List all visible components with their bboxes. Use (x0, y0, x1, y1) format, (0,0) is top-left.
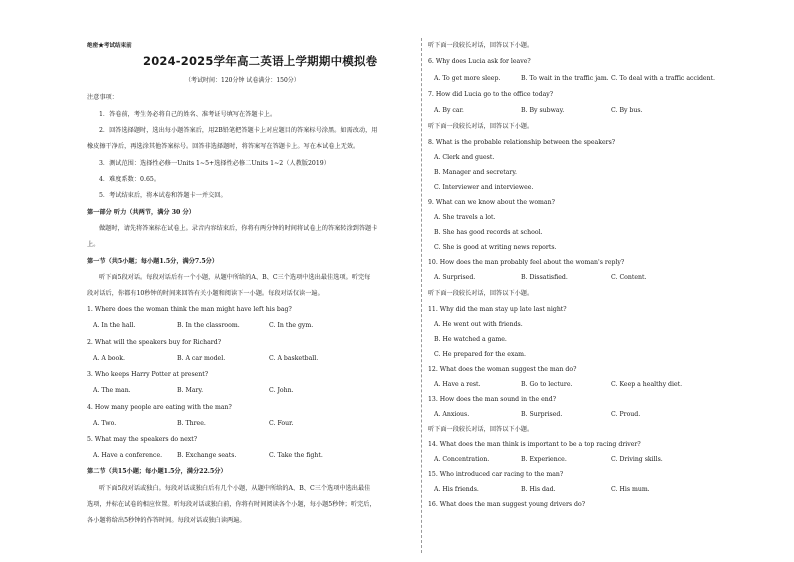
exam-title: 2024-2025学年高二英语上学期期中模拟卷 (143, 54, 378, 68)
option-a: A. By car. (434, 107, 464, 114)
option-b: B. Manager and secretary. (434, 169, 518, 176)
option-a: A. Have a rest. (434, 381, 481, 388)
listen-instruction: 听下面一段较长对话，回答以下小题。 (428, 123, 534, 130)
question-stem: 6. Why does Lucia ask for leave? (428, 58, 531, 65)
option-c: C. She is good at writing news reports. (434, 244, 557, 251)
option-b: B. In the classroom. (177, 322, 240, 329)
listen-instruction: 听下面一段较长对话，回答以下小题。 (428, 426, 534, 433)
option-c: C. Content. (611, 274, 647, 281)
note-item: 2．回答选择题时，选出每小题答案后，用2B铅笔把答题卡上对应题目的答案标号涂黑。如需改动，用 (99, 127, 378, 134)
section2-directions: 各小题将给出5秒钟的作答时间。每段对话或独白读两遍。 (87, 517, 246, 524)
note-item: 1．答卷前，考生务必将自己的姓名、准考证号填写在答题卡上。 (99, 111, 277, 118)
note-item: 4．难度系数：0.65。 (99, 176, 161, 183)
option-c: C. His mum. (611, 486, 650, 493)
option-c: C. Four. (269, 420, 294, 427)
question-stem: 16. What does the man suggest young drivers do? (428, 501, 586, 508)
question-stem: 7. How did Lucia go to the office today? (428, 91, 554, 98)
exam-subtitle: （考试时间：120分钟 试卷满分：150分） (185, 77, 300, 84)
option-c: C. Interviewer and interviewee. (434, 184, 534, 191)
column-divider (421, 38, 422, 553)
option-b: B. Exchange seats. (177, 452, 237, 459)
option-b: B. He watched a game. (434, 336, 507, 343)
option-b: B. By subway. (521, 107, 565, 114)
option-b: B. Dissatisfied. (521, 274, 568, 281)
option-a: A. His friends. (434, 486, 479, 493)
section1-directions: 段对话后，你都有10秒钟的时间来回答有关小题和阅读下一小题。每段对话仅读一遍。 (87, 290, 324, 297)
question-stem: 1. Where does the woman think the man might have left his bag? (87, 306, 292, 313)
notes-heading: 注意事项： (87, 94, 118, 101)
option-b: B. A car model. (177, 355, 226, 362)
option-a: A. A book. (93, 355, 125, 362)
question-stem: 5. What may the speakers do next? (87, 436, 198, 443)
option-c: C. Keep a healthy diet. (611, 381, 683, 388)
option-a: A. She travels a lot. (434, 214, 496, 221)
option-a: A. Two. (93, 420, 117, 427)
question-stem: 8. What is the probable relationship between the speakers? (428, 139, 616, 146)
question-stem: 2. What will the speakers buy for Richard? (87, 339, 222, 346)
option-b: B. His dad. (521, 486, 556, 493)
option-b: B. She has good records at school. (434, 229, 543, 236)
part1-heading: 第一部分 听力（共两节，满分 30 分） (87, 209, 195, 216)
note-item: 5．考试结束后，将本试卷和答题卡一并交回。 (99, 192, 227, 199)
question-stem: 11. Why did the man stay up late last night? (428, 306, 567, 313)
confidential-label: 绝密★考试结束前 (87, 43, 132, 49)
option-c: C. He prepared for the exam. (434, 351, 526, 358)
option-a: A. Have a conference. (93, 452, 163, 459)
question-stem: 3. Who keeps Harry Potter at present? (87, 371, 209, 378)
option-a: A. To get more sleep. (434, 75, 501, 82)
option-b: B. Surprised. (521, 411, 563, 418)
option-b: B. Go to lecture. (521, 381, 573, 388)
question-stem: 4. How many people are eating with the man? (87, 404, 232, 411)
option-a: A. Clerk and guest. (434, 154, 495, 161)
option-c: C. John. (269, 387, 294, 394)
option-a: A. The man. (93, 387, 131, 394)
part1-intro: 做题时，请先将答案标在试卷上。录音内容结束后，你将有两分钟的时间将试卷上的答案转涂到答题卡 (99, 225, 378, 232)
option-a: A. In the hall. (93, 322, 136, 329)
listen-instruction: 听下面一段较长对话，回答以下小题。 (428, 290, 534, 297)
option-c: C. To deal with a traffic accident. (611, 75, 716, 82)
section1-heading: 第一节（共5小题；每小题1.5分，满分7.5分） (87, 258, 219, 265)
section2-directions: 听下面5段对话或独白。每段对话或独白后有几个小题，从题中所给的A、B、C三个选项中选出最佳 (99, 485, 371, 492)
option-a: A. Anxious. (434, 411, 470, 418)
note-item: 3．测试范围：选择性必修一Units 1~5+选择性必修二Units 1~2（人教版2019） (99, 160, 330, 167)
section2-directions: 选项，并标在试卷的相应位置。听每段对话或独白前，你将有时间阅读各个小题，每小题5秒钟；听完后， (87, 501, 376, 508)
option-b: B. To wait in the traffic jam. (521, 75, 609, 82)
part1-intro: 上。 (87, 241, 100, 248)
question-stem: 14. What does the man think is important to be a top racing driver? (428, 441, 641, 448)
option-b: B. Mary. (177, 387, 204, 394)
question-stem: 12. What does the woman suggest the man do? (428, 366, 577, 373)
question-stem: 10. How does the man probably feel about the woman's reply? (428, 259, 625, 266)
option-b: B. Three. (177, 420, 206, 427)
question-stem: 9. What can we know about the woman? (428, 199, 555, 206)
section1-directions: 听下面5段对话。每段对话后有一个小题，从题中所给的A、B、C三个选项中选出最佳选项。听完每 (99, 274, 371, 281)
option-a: A. Concentration. (434, 456, 490, 463)
question-stem: 13. How does the man sound in the end? (428, 396, 557, 403)
option-c: C. In the gym. (269, 322, 314, 329)
option-c: C. Take the fight. (269, 452, 323, 459)
option-c: C. A basketball. (269, 355, 319, 362)
option-c: C. Driving skills. (611, 456, 663, 463)
option-a: A. He went out with friends. (434, 321, 523, 328)
option-c: C. By bus. (611, 107, 643, 114)
question-stem: 15. Who introduced car racing to the man? (428, 471, 564, 478)
option-b: B. Experience. (521, 456, 567, 463)
option-a: A. Surprised. (434, 274, 476, 281)
note-item: 橡皮擦干净后，再选涂其他答案标号。回答非选择题时，将答案写在答题卡上。写在本试卷上无效。 (87, 143, 360, 150)
section2-heading: 第二节（共15小题；每小题1.5分，满分22.5分） (87, 468, 227, 475)
listen-instruction: 听下面一段较长对话，回答以下小题。 (428, 42, 534, 49)
option-c: C. Proud. (611, 411, 641, 418)
